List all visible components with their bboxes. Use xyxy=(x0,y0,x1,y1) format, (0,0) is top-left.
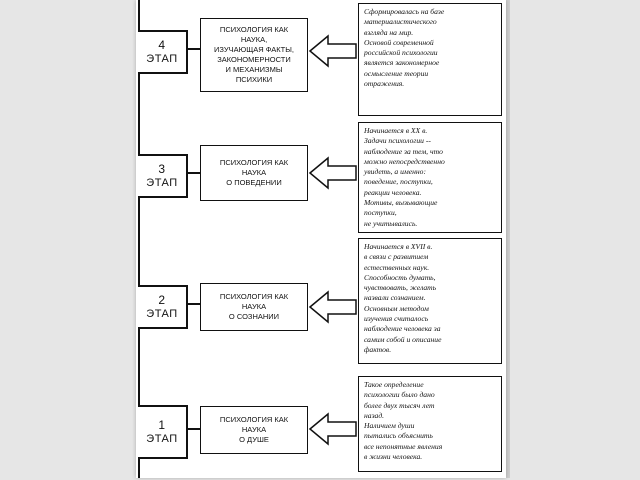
stage-1-box xyxy=(138,405,188,459)
desc-line: все непонятные явления xyxy=(364,441,443,451)
stage-2-description xyxy=(358,238,502,364)
title-line: НАУКА xyxy=(241,168,267,177)
desc-line: поведение, поступки, xyxy=(364,177,433,187)
stage-2-box xyxy=(138,285,188,329)
desc-line: пытались объяснить xyxy=(364,431,433,441)
desc-line: Основным методом xyxy=(364,303,429,313)
desc-line: поступки, xyxy=(364,208,397,218)
stage-4-title-box xyxy=(200,18,308,92)
desc-line: изучения считалось xyxy=(364,314,429,324)
stage-4-arrow-icon xyxy=(308,34,358,68)
desc-line: психологии было дано xyxy=(364,390,435,400)
desc-line: Основой современной xyxy=(364,37,434,47)
desc-line: материалистического xyxy=(364,17,437,27)
title-line: НАУКА xyxy=(241,425,267,434)
stage-3-description xyxy=(358,122,502,233)
stage-label: ЭТАП xyxy=(146,177,178,189)
title-line: О ПОВЕДЕНИИ xyxy=(226,178,282,187)
title-line: ЗАКОНОМЕРНОСТИ xyxy=(217,55,291,64)
title-line: О СОЗНАНИИ xyxy=(228,312,280,321)
desc-line: назад. xyxy=(364,410,385,420)
desc-line: наблюдение человека за xyxy=(364,324,441,334)
desc-line: более двух тысяч лет xyxy=(364,400,435,410)
title-line: НАУКА xyxy=(241,302,267,311)
desc-line: Сформировалась на базе xyxy=(364,7,445,16)
stage-4-connector xyxy=(186,48,200,50)
title-line: ПСИХОЛОГИЯ КАК xyxy=(219,415,289,424)
title-line: ПСИХОЛОГИЯ КАК xyxy=(219,292,289,301)
desc-line: осмысление теории xyxy=(364,68,429,78)
stage-1-arrow-icon xyxy=(308,412,358,446)
slide xyxy=(136,0,506,478)
stage-1-connector xyxy=(186,428,200,430)
desc-line: можно непосредственно xyxy=(364,156,445,166)
desc-line: отражения. xyxy=(364,79,405,89)
desc-line: самим собой и описание xyxy=(364,334,442,344)
title-line: О ДУШЕ xyxy=(239,435,269,444)
stage-1-title-box xyxy=(200,406,308,454)
title-line: ИЗУЧАЮЩАЯ ФАКТЫ, xyxy=(214,45,294,54)
title-line: ПСИХИКИ xyxy=(235,75,273,84)
title-line: И МЕХАНИЗМЫ xyxy=(225,65,283,74)
stage-number: 3 xyxy=(158,162,166,176)
desc-line: взгляда на мир. xyxy=(364,27,414,37)
desc-line: Такое определение xyxy=(364,380,424,389)
stage-3-connector xyxy=(186,172,200,174)
desc-line: назвали сознанием. xyxy=(364,293,426,303)
desc-line: является закономерное xyxy=(364,58,440,68)
stage-1-description xyxy=(358,376,502,472)
stage-label: ЭТАП xyxy=(146,53,178,65)
stage-3-arrow-icon xyxy=(308,156,358,190)
stage-number: 2 xyxy=(158,293,166,307)
desc-line: Способность думать, xyxy=(364,272,436,282)
desc-line: не учитывались. xyxy=(364,218,418,228)
title-line: НАУКА, xyxy=(240,35,268,44)
stage-label: ЭТАП xyxy=(146,308,178,320)
stage-2-connector xyxy=(186,303,200,305)
stage-4-description xyxy=(358,3,502,116)
desc-line: Наличием души xyxy=(364,421,415,431)
stage-number: 4 xyxy=(158,38,166,52)
stage-2-arrow-icon xyxy=(308,290,358,324)
title-line: ПСИХОЛОГИЯ КАК xyxy=(219,25,289,34)
stage-4-box xyxy=(138,30,188,74)
desc-line: увидеть, а именно: xyxy=(364,167,426,177)
desc-line: чувствовать, желать xyxy=(364,283,437,293)
desc-line: Задачи психологии -- xyxy=(364,136,431,146)
desc-line: Начинается в XVII в. xyxy=(364,242,433,251)
desc-line: реакции человека. xyxy=(364,187,422,197)
desc-line: естественных наук. xyxy=(364,262,430,272)
desc-line: наблюдение за тем, что xyxy=(364,146,443,156)
desc-line: Начинается в XX в. xyxy=(364,126,428,135)
title-line: ПСИХОЛОГИЯ КАК xyxy=(219,158,289,167)
stage-label: ЭТАП xyxy=(146,433,178,445)
desc-line: фактов. xyxy=(364,344,392,354)
desc-line: российской психологии xyxy=(364,48,438,58)
stage-number: 1 xyxy=(158,418,166,432)
desc-line: в жизни человека. xyxy=(364,452,423,462)
desc-line: в связи с развитием xyxy=(364,252,429,262)
stage-3-title-box xyxy=(200,145,308,201)
stage-2-title-box xyxy=(200,283,308,331)
desc-line: Мотивы, вызывающие xyxy=(364,198,438,208)
stage-3-box xyxy=(138,154,188,198)
